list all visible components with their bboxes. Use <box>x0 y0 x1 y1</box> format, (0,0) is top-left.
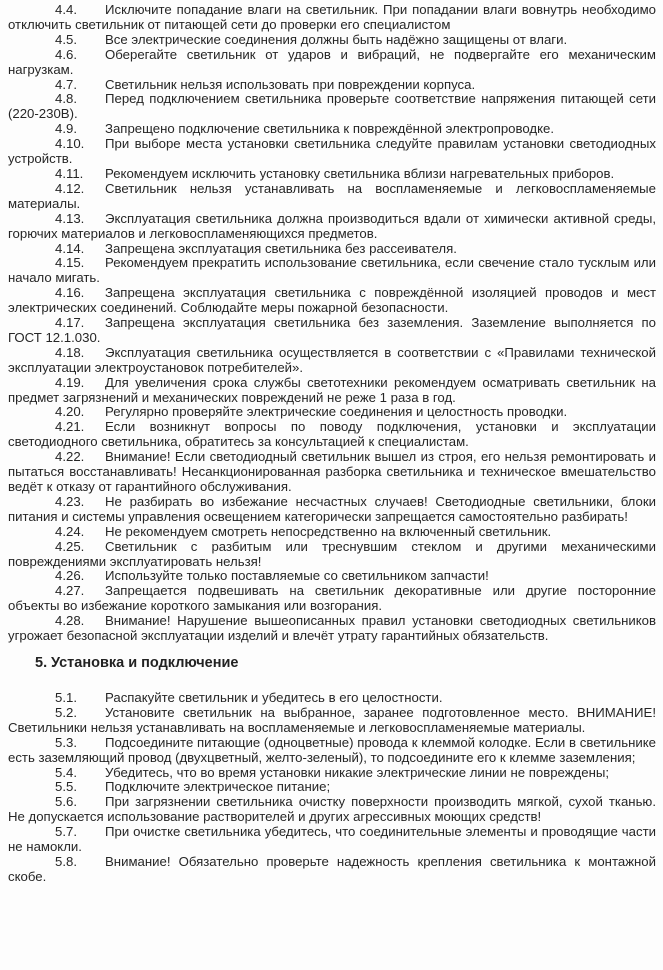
item-number: 4.27. <box>55 583 85 599</box>
list-item <box>8 825 656 855</box>
item-text: Внимание! Обязательно проверьте надежность крепления светильника к монтажной скобе. <box>8 853 656 884</box>
item-text: Запрещена эксплуатация светильника без рассеивателя. <box>105 240 457 256</box>
list-item <box>8 256 656 286</box>
item-number: 4.17. <box>55 315 85 331</box>
item-text: Внимание! Если светодиодный светильник вышел из строя, его нельзя ремонтировать и пытаться восстанавливать! Несанкционированная разборка светильника и техническое вмешательство ведёт к отказу от гарантийного обслуживания. <box>8 449 656 494</box>
list-item <box>8 706 656 736</box>
section5-heading-number: 5. <box>35 654 48 671</box>
item-number: 5.4. <box>55 764 77 780</box>
item-number: 4.12. <box>55 180 85 196</box>
item-text: Все электрические соединения должны быть надёжно защищены от влаги. <box>105 31 568 47</box>
section5-items-list <box>8 691 656 885</box>
list-item <box>8 3 656 33</box>
list-item <box>8 346 656 376</box>
item-text: Оберегайте светильник от ударов и вибраций, не подвергайте его механическим нагрузкам. <box>8 46 656 77</box>
item-text: При выборе места установки светильника следуйте правилам установки светодиодных устройств. <box>8 136 656 167</box>
item-text: Если возникнут вопросы по поводу подключения, установки и эксплуатации светодиодного светильника, обратитесь за консультацией к специалистам. <box>8 419 656 450</box>
item-text: Запрещено подключение светильника к повреждённой электропроводке. <box>105 121 555 137</box>
item-number: 4.8. <box>55 91 77 107</box>
section5-heading-title: Установка и подключение <box>51 654 239 671</box>
list-item <box>8 569 656 584</box>
item-text: Подключите электрическое питание; <box>105 779 331 795</box>
item-text: Для увеличения срока службы светотехники рекомендуем осматривать светильник на предмет загрязнений и механических повреждений не реже 1 раза в год. <box>8 374 656 405</box>
item-text: Рекомендуем прекратить использование светильника, если свечение стало тусклым или начало мигать. <box>8 255 656 286</box>
item-text: Перед подключением светильника проверьте соответствие напряжения питающей сети (220-230В). <box>8 91 656 122</box>
item-text: При очистке светильника убедитесь, что соединительные элементы и проводящие части не намокли. <box>8 824 656 855</box>
item-text: Светильник с разбитым или треснувшим стеклом и другими механическими повреждениями эксплуатировать нельзя! <box>8 538 656 569</box>
item-text: Светильник нельзя использовать при повреждении корпуса. <box>105 76 476 92</box>
item-number: 4.15. <box>55 255 85 271</box>
list-item <box>8 167 656 182</box>
item-number: 4.10. <box>55 136 85 152</box>
item-number: 5.8. <box>55 853 77 869</box>
item-number: 4.14. <box>55 240 85 256</box>
item-text: Запрещена эксплуатация светильника без заземления. Заземление выполняется по ГОСТ 12.1.030. <box>8 315 656 345</box>
list-item <box>8 242 656 257</box>
item-text: Эксплуатация светильника осуществляется в соответствии с «Правилами технической эксплуатации электроустановок потребителей». <box>8 344 656 375</box>
list-item <box>8 795 656 825</box>
item-number: 4.19. <box>55 374 85 390</box>
list-item <box>8 122 656 137</box>
item-text: Запрещается подвешивать на светильник декоративные или другие посторонние объекты во избежание короткого замыкания или возгорания. <box>8 583 656 614</box>
item-text: Не разбирать во избежание несчастных случаев! Светодиодные светильники, блоки питания и системы управления освещением категорически запрещается самостоятельно разбирать! <box>8 493 656 524</box>
list-item <box>8 48 656 78</box>
item-text: При загрязнении светильника очистку поверхности производить мягкой, сухой тканью. Не допускается использование растворителей и других агрессивных моющих средств! <box>8 794 656 825</box>
list-item <box>8 691 656 706</box>
item-number: 4.4. <box>55 2 77 17</box>
item-number: 4.28. <box>55 613 85 629</box>
section4-items-list <box>8 3 656 644</box>
list-item <box>8 766 656 781</box>
list-item <box>8 78 656 93</box>
item-text: Убедитесь, что во время установки никакие электрические линии не повреждены; <box>105 764 610 780</box>
item-number: 5.7. <box>55 824 77 840</box>
item-number: 5.5. <box>55 779 77 795</box>
item-number: 4.7. <box>55 76 77 92</box>
list-item <box>8 405 656 420</box>
item-number: 4.21. <box>55 419 85 435</box>
item-text: Подсоедините питающие (одноцветные) провода к клеммой колодке. Если в светильнике есть заземляющий провод (двухцветный, желто-зеленый), то подсоедините его к клемме заземления; <box>8 734 656 765</box>
list-item <box>8 450 656 495</box>
item-text: Запрещена эксплуатация светильника с повреждённой изоляцией проводов и мест электрических соединений. Соблюдайте меры пожарной безопасности. <box>8 285 656 316</box>
list-item <box>8 736 656 766</box>
item-text: Регулярно проверяйте электрические соединения и целостность проводки. <box>105 404 568 420</box>
item-number: 4.23. <box>55 493 85 509</box>
item-number: 4.6. <box>55 46 77 62</box>
item-number: 5.3. <box>55 734 77 750</box>
list-item <box>8 540 656 570</box>
item-number: 5.2. <box>55 704 77 720</box>
list-item <box>8 780 656 795</box>
list-item <box>8 525 656 540</box>
item-text: Исключите попадание влаги на светильник. При попадании влаги вовнутрь необходимо отключить светильник от питающей сети до проверки его специалистом <box>8 2 656 32</box>
item-number: 4.24. <box>55 523 85 539</box>
item-number: 4.11. <box>55 165 84 181</box>
item-number: 4.9. <box>55 121 77 137</box>
item-number: 4.20. <box>55 404 85 420</box>
list-item <box>8 584 656 614</box>
section5-heading <box>35 655 656 672</box>
item-text: Используйте только поставляемые со светильником запчасти! <box>105 568 489 584</box>
list-item <box>8 212 656 242</box>
item-text: Светильник нельзя устанавливать на воспламеняемые и легковоспламеняемые материалы. <box>8 180 656 211</box>
list-item <box>8 495 656 525</box>
item-text: Распакуйте светильник и убедитесь в его целостности. <box>105 689 443 705</box>
list-item <box>8 286 656 316</box>
list-item <box>8 855 656 885</box>
list-item <box>8 420 656 450</box>
list-item <box>8 376 656 406</box>
item-number: 4.16. <box>55 285 85 301</box>
list-item <box>8 33 656 48</box>
item-number: 4.25. <box>55 538 85 554</box>
item-text: Внимание! Нарушение вышеописанных правил установки светодиодных светильников угрожает безопасной эксплуатации изделий и влечёт утрату гарантийных обязательств. <box>8 613 656 644</box>
item-text: Эксплуатация светильника должна производиться вдали от химически активной среды, горючих материалов и легковоспламеняющихся предметов. <box>8 210 656 241</box>
item-number: 4.5. <box>55 31 77 47</box>
item-number: 5.6. <box>55 794 77 810</box>
list-item <box>8 182 656 212</box>
list-item <box>8 614 656 644</box>
item-text: Установите светильник на выбранное, заранее подготовленное место. ВНИМАНИЕ! Светильники нельзя устанавливать на воспламеняемые и легковоспламеняемые материалы. <box>8 704 656 735</box>
item-number: 4.18. <box>55 344 85 360</box>
item-text: Не рекомендуем смотреть непосредственно на включенный светильник. <box>105 523 552 539</box>
item-number: 4.22. <box>55 449 85 465</box>
list-item <box>8 92 656 122</box>
list-item <box>8 316 656 346</box>
item-number: 4.13. <box>55 210 85 226</box>
item-number: 4.26. <box>55 568 85 584</box>
item-number: 5.1. <box>55 689 77 705</box>
item-text: Рекомендуем исключить установку светильника вблизи нагревательных приборов. <box>105 165 615 181</box>
list-item <box>8 137 656 167</box>
